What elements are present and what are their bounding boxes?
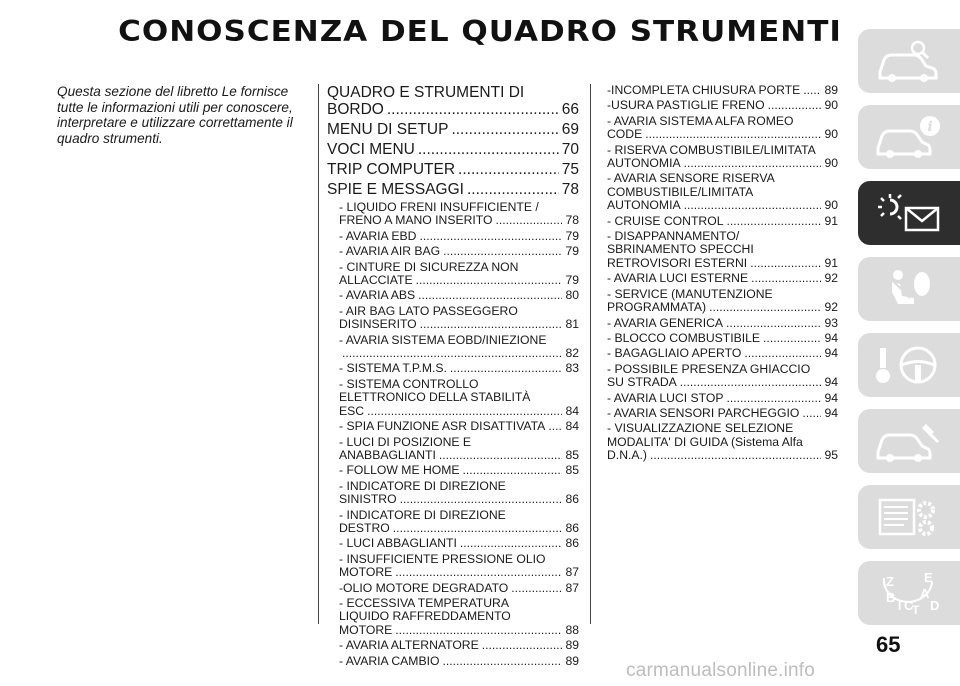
toc-entry-label: VOCI MENU xyxy=(327,141,415,158)
airbag-seat-icon xyxy=(874,266,944,312)
toc-page-number: 94 xyxy=(824,405,838,420)
toc-entry-label: - LUCI ABBAGLIANTI xyxy=(339,536,457,551)
toc-sub-list-1 xyxy=(327,201,579,668)
index-letter: D xyxy=(930,598,940,613)
toc-leader-dots xyxy=(680,376,822,389)
toc-entry[interactable] xyxy=(339,201,579,228)
car-wrench-icon xyxy=(874,418,944,464)
toc-leader-dots xyxy=(419,230,562,243)
toc-entry[interactable] xyxy=(339,245,579,258)
toc-entry-label: - AVARIA LUCI ESTERNE xyxy=(607,271,749,286)
tab-instrument-panel[interactable] xyxy=(858,181,960,245)
toc-entry-label: ANABBAGLIANTI xyxy=(339,447,436,462)
toc-leader-dots xyxy=(416,274,563,287)
toc-leader-dots xyxy=(418,141,559,158)
toc-leader-dots xyxy=(726,215,821,228)
toc-page-number: 94 xyxy=(824,346,838,361)
toc-leader-dots xyxy=(395,566,562,579)
watermark: carmanualsonline.info xyxy=(626,660,816,681)
toc-entry[interactable] xyxy=(607,272,838,285)
toc-entry-label: - AVARIA GENERICA xyxy=(607,315,724,330)
toc-entry[interactable] xyxy=(339,289,579,302)
toc-entry-label: AUTONOMIA xyxy=(607,198,681,213)
index-letter: E xyxy=(924,570,933,585)
toc-page-number: 91 xyxy=(824,255,838,270)
tab-technical-specs[interactable] xyxy=(858,485,960,549)
toc-entry[interactable] xyxy=(339,597,579,637)
index-letter: C xyxy=(904,598,914,613)
toc-page-number: 66 xyxy=(561,101,579,118)
index-letter: T xyxy=(912,603,920,616)
toc-entry[interactable] xyxy=(607,317,838,330)
toc-leader-dots xyxy=(458,161,559,178)
toc-leader-dots xyxy=(482,639,563,652)
toc-entry-label: FRENO A MANO INSERITO xyxy=(339,213,493,228)
toc-entry-label-line: - INDICATORE DI DIREZIONE xyxy=(339,507,506,522)
toc-leader-dots xyxy=(511,582,562,595)
toc-leader-dots xyxy=(400,493,563,506)
index-letter: A xyxy=(920,586,930,601)
toc-leader-dots xyxy=(451,121,558,138)
toc-page-number: 84 xyxy=(565,403,579,418)
toc-leader-dots xyxy=(439,449,563,462)
toc-page-number: 87 xyxy=(565,580,579,595)
toc-entry-label-line: - DISAPPANNAMENTO/ xyxy=(607,229,740,244)
toc-entry-label: ESC xyxy=(339,403,365,418)
toc-entry-label: -OLIO MOTORE DEGRADATO xyxy=(339,580,509,595)
toc-entry-label: BORDO xyxy=(327,101,384,118)
toc-entry[interactable] xyxy=(607,115,838,142)
toc-entry[interactable] xyxy=(339,362,579,375)
toc-entry-label: - AVARIA ABS xyxy=(339,288,416,303)
page-number: 65 xyxy=(876,632,901,657)
car-info-icon xyxy=(874,114,944,160)
toc-entry-label: -USURA PASTIGLIE FRENO xyxy=(607,98,765,113)
toc-entry-label: SU STRADA xyxy=(607,375,677,390)
toc-entry-label: MENU DI SETUP xyxy=(327,121,449,138)
toc-leader-dots xyxy=(751,272,821,285)
toc-entry-label-line: - ECCESSIVA TEMPERATURA xyxy=(339,595,509,610)
toc-page-number: 84 xyxy=(565,419,579,434)
car-search-icon xyxy=(874,38,944,84)
toc-page-number: 88 xyxy=(565,622,579,637)
toc-entry-label: SPIE E MESSAGGI xyxy=(327,181,464,198)
toc-leader-dots xyxy=(684,157,822,170)
toc-leader-dots xyxy=(727,392,822,405)
alphabet-index-icon xyxy=(874,570,944,616)
toc-entry-label-line: QUADRO E STRUMENTI DI xyxy=(327,84,525,101)
tab-emergency[interactable] xyxy=(858,409,960,473)
toc-page-number: 78 xyxy=(565,213,579,228)
toc-leader-dots xyxy=(395,624,562,637)
toc-entry-label-line: - AVARIA SISTEMA EOBD/INIEZIONE xyxy=(339,332,547,347)
toc-leader-dots xyxy=(467,181,559,198)
toc-leader-dots xyxy=(709,301,821,314)
toc-entry[interactable] xyxy=(327,84,579,118)
toc-entry[interactable] xyxy=(339,334,579,361)
specs-gear-icon xyxy=(874,494,944,540)
toc-leader-dots xyxy=(463,464,563,477)
toc-page-number: 78 xyxy=(561,181,579,198)
toc-leader-dots xyxy=(726,317,821,330)
toc-entry[interactable] xyxy=(339,464,579,477)
toc-page-number: 92 xyxy=(824,300,838,315)
toc-entry-label-line: - CINTURE DI SICUREZZA NON xyxy=(339,259,519,274)
toc-entry[interactable] xyxy=(327,121,579,138)
toc-leader-dots xyxy=(802,407,821,420)
toc-sub-list-2 xyxy=(607,84,838,463)
toc-entry[interactable] xyxy=(339,261,579,288)
toc-leader-dots xyxy=(496,214,563,227)
toc-entry-label: ALLACCIATE xyxy=(339,273,413,288)
toc-entry-label: - AVARIA AIR BAG xyxy=(339,244,441,259)
toc-leader-dots xyxy=(387,101,559,118)
tab-starting-driving[interactable] xyxy=(858,333,960,397)
toc-leader-dots xyxy=(450,362,563,375)
toc-leader-dots xyxy=(744,347,821,360)
toc-page-number: 93 xyxy=(824,315,838,330)
toc-entry-label-line: - AVARIA SISTEMA ALFA ROMEO xyxy=(607,113,794,128)
toc-leader-dots xyxy=(750,257,821,270)
toc-entry-label-line: SBRINAMENTO SPECCHI xyxy=(607,242,754,257)
toc-entry[interactable] xyxy=(607,172,838,212)
toc-entry-label: PROGRAMMATA) xyxy=(607,300,707,315)
toc-leader-dots xyxy=(420,318,563,331)
toc-entry[interactable] xyxy=(607,392,838,405)
toc-column-1 xyxy=(327,84,579,670)
toc-entry-label: - CRUISE CONTROL xyxy=(607,213,724,228)
toc-page-number: 79 xyxy=(565,244,579,259)
toc-entry-label-line: - AIR BAG LATO PASSEGGERO xyxy=(339,303,518,318)
toc-page-number: 95 xyxy=(824,448,838,463)
toc-entry-label: SINISTRO xyxy=(339,492,397,507)
column-divider-left xyxy=(318,84,319,624)
toc-entry-label-line: - AVARIA SENSORE RISERVA xyxy=(607,171,775,186)
toc-entry-label-line: - VISUALIZZAZIONE SELEZIONE xyxy=(607,421,794,436)
toc-page-number: 70 xyxy=(561,141,579,158)
toc-page-number: 85 xyxy=(565,463,579,478)
toc-entry[interactable] xyxy=(607,347,838,360)
toc-entry-label-line: - LUCI DI POSIZIONE E xyxy=(339,434,472,449)
toc-entry[interactable] xyxy=(339,655,579,668)
toc-column-2 xyxy=(607,84,838,465)
toc-page-number: 89 xyxy=(565,653,579,668)
toc-entry[interactable] xyxy=(607,215,838,228)
toc-page-number: 81 xyxy=(565,317,579,332)
toc-page-number: 86 xyxy=(565,520,579,535)
toc-entry[interactable] xyxy=(607,230,838,270)
toc-entry-label: - AVARIA EBD xyxy=(339,228,417,243)
toc-entry[interactable] xyxy=(607,99,838,112)
tab-airbag[interactable] xyxy=(858,257,960,321)
toc-leader-dots xyxy=(768,99,822,112)
toc-page-number: 94 xyxy=(824,375,838,390)
toc-entry-label-line: ELETTRONICO DELLA STABILITÀ xyxy=(339,390,531,405)
toc-page-number: 87 xyxy=(565,565,579,580)
tab-index[interactable] xyxy=(858,561,960,625)
toc-entry-label: TRIP COMPUTER xyxy=(327,161,456,178)
toc-page-number: 83 xyxy=(565,361,579,376)
section-intro: Questa sezione del libretto Le fornisce tutte le informazioni utili per conoscere, interpretare e utilizzare correttamente il quadro strumenti. xyxy=(57,84,293,146)
toc-entry-label-line: LIQUIDO RAFFREDDAMENTO xyxy=(339,609,511,624)
key-steering-wheel-icon xyxy=(874,342,944,388)
toc-entry-label: -INCOMPLETA CHIUSURA PORTE xyxy=(607,83,801,97)
toc-leader-dots xyxy=(645,128,821,141)
toc-entry-label: AUTONOMIA xyxy=(607,156,681,171)
toc-entry-label: DESTRO xyxy=(339,520,390,535)
index-letter: Z xyxy=(886,574,894,589)
toc-entry[interactable] xyxy=(339,553,579,580)
chapter-sidebar xyxy=(858,29,960,637)
toc-page-number: 80 xyxy=(565,288,579,303)
toc-leader-dots xyxy=(418,289,562,302)
toc-entry-label-line: - INDICATORE DI DIREZIONE xyxy=(339,478,506,493)
page-title: CONOSCENZA DEL QUADRO STRUMENTI xyxy=(118,15,842,49)
toc-entry[interactable] xyxy=(339,537,579,550)
toc-entry[interactable] xyxy=(327,161,579,178)
toc-leader-dots xyxy=(442,655,562,668)
toc-entry-label-line: - INSUFFICIENTE PRESSIONE OLIO xyxy=(339,551,546,566)
toc-leader-dots xyxy=(367,405,562,418)
toc-entry-label: RETROVISORI ESTERNI xyxy=(607,255,748,270)
toc-page-number: 92 xyxy=(824,271,838,286)
toc-page-number: 69 xyxy=(561,121,579,138)
toc-entry[interactable] xyxy=(339,420,579,433)
toc-entry[interactable] xyxy=(327,181,579,198)
toc-leader-dots xyxy=(763,332,821,345)
toc-page-number: 75 xyxy=(561,161,579,178)
toc-entry-label: MOTORE xyxy=(339,565,393,580)
toc-entry-label: DISINSERITO xyxy=(339,317,417,332)
toc-leader-dots xyxy=(684,199,822,212)
toc-entry-label: - FOLLOW ME HOME xyxy=(339,463,460,478)
index-letter: I xyxy=(898,599,902,613)
toc-entry-label: - SPIA FUNZIONE ASR DISATTIVATA xyxy=(339,419,546,434)
toc-entry-label: - SISTEMA T.P.M.S. xyxy=(339,361,447,376)
toc-leader-dots xyxy=(460,537,563,550)
toc-entry-label: - BLOCCO COMBUSTIBILE xyxy=(607,330,761,345)
warning-light-message-icon xyxy=(874,190,944,236)
toc-entry-label-line: - SISTEMA CONTROLLO xyxy=(339,376,479,391)
toc-entry[interactable] xyxy=(339,480,579,507)
toc-page-number: 90 xyxy=(824,127,838,142)
toc-page-number: 90 xyxy=(824,98,838,113)
tab-safety[interactable] xyxy=(858,105,960,169)
toc-page-number: 90 xyxy=(824,198,838,213)
toc-entry-label: - BAGAGLIAIO APERTO xyxy=(607,346,742,361)
toc-entry-label: - AVARIA CAMBIO xyxy=(339,653,440,668)
toc-entry[interactable] xyxy=(339,582,579,595)
toc-entry[interactable] xyxy=(607,422,838,462)
toc-entry[interactable] xyxy=(339,639,579,652)
toc-leader-dots xyxy=(548,420,562,433)
toc-page-number: 89 xyxy=(824,83,838,97)
toc-leader-dots xyxy=(803,84,821,97)
toc-page-number: 79 xyxy=(565,228,579,243)
toc-page-number: 94 xyxy=(824,330,838,345)
toc-page-number: 94 xyxy=(824,390,838,405)
toc-entry[interactable] xyxy=(607,288,838,315)
toc-page-number: 86 xyxy=(565,536,579,551)
toc-page-number: 82 xyxy=(565,346,579,361)
toc-entry[interactable] xyxy=(339,509,579,536)
toc-entry[interactable] xyxy=(607,332,838,345)
toc-entry[interactable] xyxy=(607,144,838,171)
toc-page-number: 89 xyxy=(565,638,579,653)
toc-entry-label-line: - RISERVA COMBUSTIBILE/LIMITATA xyxy=(607,142,816,157)
toc-entry-label-line: MODALITA' DI GUIDA (Sistema Alfa xyxy=(607,434,803,449)
toc-entry-label-line: COMBUSTIBILE/LIMITATA xyxy=(607,184,754,199)
index-letter: B xyxy=(886,590,896,605)
toc-leader-dots xyxy=(650,449,821,462)
toc-entry-label: - AVARIA SENSORI PARCHEGGIO xyxy=(607,405,800,420)
toc-page-number: 91 xyxy=(824,213,838,228)
toc-entry-label-line: - POSSIBILE PRESENZA GHIACCIO xyxy=(607,361,811,376)
toc-entry[interactable] xyxy=(607,407,838,420)
svg-text:i: i xyxy=(927,119,933,135)
toc-entry[interactable] xyxy=(339,230,579,243)
toc-page-number: 90 xyxy=(824,156,838,171)
toc-entry[interactable] xyxy=(327,141,579,158)
toc-entry-label-line: - SERVICE (MANUTENZIONE xyxy=(607,286,773,301)
toc-entry-label: CODE xyxy=(607,127,643,142)
toc-leader-dots xyxy=(443,245,562,258)
toc-entry-label: - AVARIA ALTERNATORE xyxy=(339,638,479,653)
column-divider-right xyxy=(590,84,591,624)
toc-page-number: 86 xyxy=(565,492,579,507)
toc-main-list xyxy=(327,84,579,198)
toc-entry[interactable] xyxy=(339,378,579,418)
toc-page-number: 79 xyxy=(565,273,579,288)
toc-entry-label-line: - LIQUIDO FRENI INSUFFICIENTE / xyxy=(339,200,539,214)
toc-entry-label: MOTORE xyxy=(339,622,393,637)
toc-page-number: 85 xyxy=(565,447,579,462)
toc-leader-dots xyxy=(342,347,562,360)
toc-entry-label: D.N.A.) xyxy=(607,448,647,463)
toc-leader-dots xyxy=(393,522,563,535)
toc-entry[interactable] xyxy=(607,84,838,97)
toc-entry[interactable] xyxy=(339,436,579,463)
tab-vehicle-knowledge[interactable] xyxy=(858,29,960,93)
toc-entry-label: - AVARIA LUCI STOP xyxy=(607,390,724,405)
toc-entry[interactable] xyxy=(607,363,838,390)
toc-entry[interactable] xyxy=(339,305,579,332)
